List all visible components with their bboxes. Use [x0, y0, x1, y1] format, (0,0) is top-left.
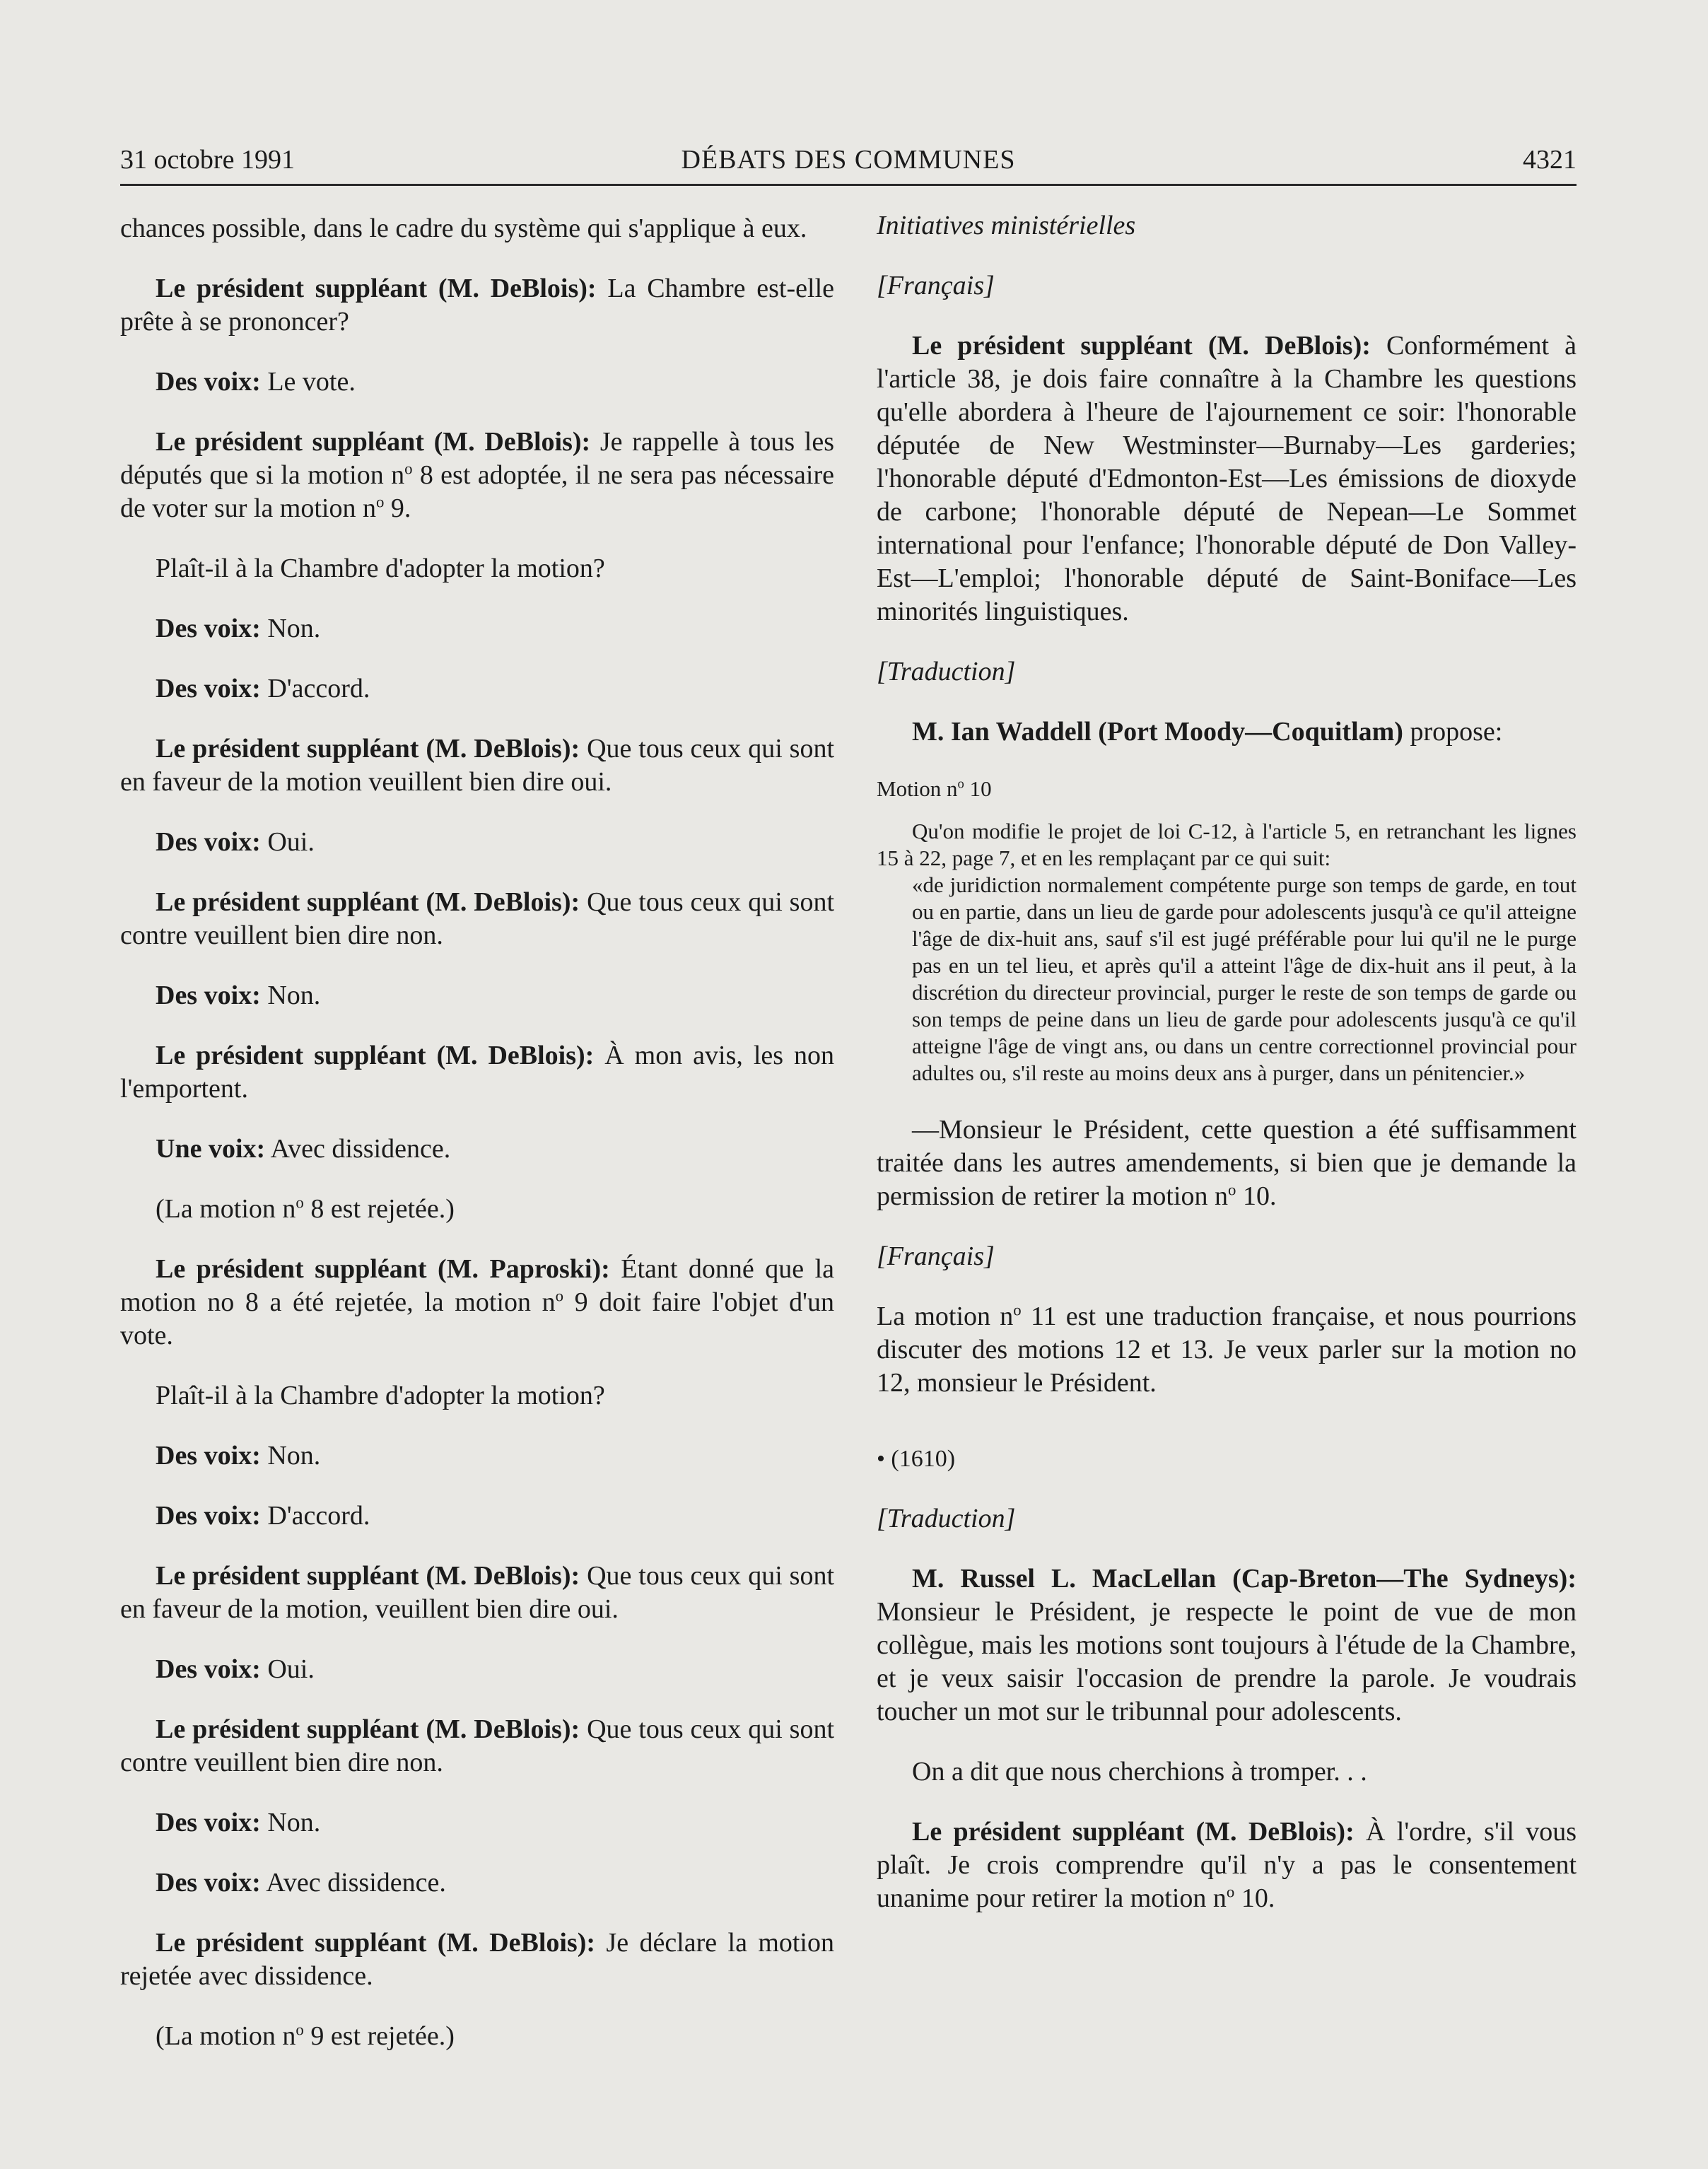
paragraph: On a dit que nous cherchions à tromper. . .	[912, 1757, 1367, 1787]
page-header	[120, 141, 1577, 186]
speaker: Le président suppléant (M. DeBlois):	[156, 1928, 596, 1958]
speaker: Le président suppléant (M. DeBlois):	[156, 887, 580, 917]
speaker: Des voix:	[156, 614, 261, 643]
speaker: Le président suppléant (M. DeBlois):	[156, 1041, 595, 1070]
paragraph: Le président suppléant (M. DeBlois): Que tous ceux qui sont en faveur de la motion veuillent bien dire oui.	[120, 734, 835, 797]
language-tag: [Traduction]	[877, 657, 1016, 686]
paragraph: Des voix: Non.	[156, 1808, 321, 1837]
paragraph: Des voix: Non.	[156, 1441, 321, 1471]
paragraph: M. Ian Waddell (Port Moody—Coquitlam) propose:	[912, 717, 1503, 747]
paragraph: Plaît-il à la Chambre d'adopter la motion?	[156, 1381, 605, 1410]
speaker: Des voix:	[156, 1868, 261, 1898]
paragraph: Des voix: Oui.	[156, 827, 315, 857]
paragraph: Le président suppléant (M. DeBlois): Conformément à l'article 38, je dois faire connaître à la Chambre les questions qu'elle abordera à l'heure de l'ajournement ce soir: l'honorable députée de New Westminster—Burnaby—Les garderies; l'honorable député d'Edmonton-Est—Les émissions de dioxyde de carbone; l'honorable député de Nepean—Le Sommet international pour l'enfance; l'honorable député de Don Valley-Est—L'emploi; l'honorable député de Saint-Boniface—Les minorités linguistiques.	[877, 331, 1577, 626]
speaker: Le président suppléant (M. DeBlois):	[156, 1714, 580, 1744]
speaker: Des voix:	[156, 981, 261, 1010]
speaker: M. Ian Waddell (Port Moody—Coquitlam)	[912, 717, 1403, 747]
paragraph: Le président suppléant (M. Paproski): Étant donné que la motion no 8 a été rejetée, la motion $n^o$ 9 doit faire l'objet d'un vote.	[120, 1254, 834, 1350]
motion-quote: «de juridiction normalement compétente purge son temps de garde, en tout ou en partie, dans un lieu de garde pour adolescents jusqu'à ce qu'il atteigne l'âge de dix-huit ans, sauf s'il est jugé préférable pour lui qu'il ne le purge pas en un tel lieu, et après qu'il a atteint l'âge de dix-huit ans il peut, à la discrétion du directeur provincial, purger le reste de son temps de garde ou son temps de peine dans un lieu de garde pour adolescents jusqu'à ce qu'il atteigne l'âge de vingt ans, ou dans un centre correctionnel provincial pour adultes ou, s'il reste au moins deux ans à purger, dans un pénitencier.»	[912, 872, 1577, 1085]
header-date: 31 octobre 1991	[120, 145, 295, 175]
speaker: Le président suppléant (M. DeBlois):	[912, 1817, 1355, 1847]
speaker: Des voix:	[156, 1808, 261, 1837]
paragraph: Des voix: Avec dissidence.	[156, 1868, 446, 1898]
paragraph: Le président suppléant (M. DeBlois): À l'ordre, s'il vous plaît. Je crois comprendre qu'il n'y a pas le consentement unanime pour retirer la motion $n^o$ 10.	[877, 1817, 1577, 1913]
header-publication: DÉBATS DES COMMUNES	[681, 145, 1016, 175]
paragraph: chances possible, dans le cadre du système qui s'applique à eux.	[120, 214, 807, 243]
speaker: Des voix:	[156, 1501, 261, 1531]
paragraph: (La motion $n^o$ 9 est rejetée.)	[156, 2021, 455, 2051]
speaker: Le président suppléant (M. DeBlois):	[156, 427, 591, 457]
language-tag: [Français]	[877, 271, 995, 300]
paragraph: M. Russel L. MacLellan (Cap-Breton—The Sydneys): Monsieur le Président, je respecte le point de vue de mon collègue, mais les motions sont toujours à l'étude de la Chambre, et je veux saisir l'occasion de prendre la parole. Je voudrais toucher un mot sur le tribunnal pour adolescents.	[877, 1564, 1577, 1726]
paragraph: Le président suppléant (M. DeBlois): À mon avis, les non l'emportent.	[120, 1041, 834, 1104]
paragraph: Des voix: D'accord.	[156, 1501, 370, 1531]
paragraph: (La motion $n^o$ 8 est rejetée.)	[156, 1193, 455, 1224]
paragraph: —Monsieur le Président, cette question a été suffisamment traitée dans les autres amendements, si bien que je demande la permission de retirer la motion $n^o$ 10.	[877, 1115, 1577, 1211]
motion-title: Motion $n^o$ 10	[877, 776, 992, 801]
header-page-number: 4321	[1523, 145, 1577, 175]
paragraph: Des voix: Oui.	[156, 1654, 315, 1684]
speaker: Des voix:	[156, 674, 261, 703]
paragraph: Le président suppléant (M. DeBlois): Que tous ceux qui sont contre veuillent bien dire non.	[120, 887, 835, 950]
paragraph: Le président suppléant (M. DeBlois): Que tous ceux qui sont en faveur de la motion, veuillent bien dire oui.	[120, 1561, 835, 1624]
paragraph: Des voix: Non.	[156, 614, 321, 643]
speaker: Le président suppléant (M. DeBlois):	[912, 331, 1371, 361]
time-stamp: • (1610)	[877, 1446, 956, 1472]
right-column	[877, 212, 1577, 1942]
motion-body: Qu'on modifie le projet de loi C-12, à l'article 5, en retranchant les lignes 15 à 22, page 7, et en les remplaçant par ce qui suit:	[877, 819, 1577, 870]
left-column	[120, 212, 834, 2080]
paragraph: La motion $n^o$ 11 est une traduction française, et nous pourrions discuter des motions 12 et 13. Je veux parler sur la motion no 12, monsieur le Président.	[877, 1301, 1577, 1398]
speaker: Une voix:	[156, 1134, 266, 1164]
paragraph: Le président suppléant (M. DeBlois): Que tous ceux qui sont contre veuillent bien dire non.	[120, 1714, 835, 1777]
paragraph: Le président suppléant (M. DeBlois): La Chambre est-elle prête à se prononcer?	[120, 274, 834, 337]
paragraph: Une voix: Avec dissidence.	[156, 1134, 451, 1164]
speaker: Des voix:	[156, 1654, 261, 1684]
language-tag: [Français]	[877, 1241, 995, 1271]
paragraph: Des voix: Non.	[156, 981, 321, 1010]
speaker: M. Russel L. MacLellan (Cap-Breton—The Sydneys):	[912, 1564, 1577, 1594]
speaker: Le président suppléant (M. DeBlois):	[156, 1561, 580, 1591]
paragraph: Plaît-il à la Chambre d'adopter la motion?	[156, 554, 605, 583]
speaker: Des voix:	[156, 827, 261, 857]
paragraph: Le président suppléant (M. DeBlois): Je déclare la motion rejetée avec dissidence.	[120, 1928, 834, 1991]
speaker: Le président suppléant (M. DeBlois):	[156, 274, 597, 303]
section-label: Initiatives ministérielles	[877, 211, 1136, 240]
speaker: Des voix:	[156, 367, 261, 397]
language-tag: [Traduction]	[877, 1504, 1016, 1533]
paragraph: Des voix: Le vote.	[156, 367, 356, 397]
paragraph: Des voix: D'accord.	[156, 674, 370, 703]
speaker: Le président suppléant (M. DeBlois):	[156, 734, 580, 764]
speaker: Le président suppléant (M. Paproski):	[156, 1254, 610, 1284]
speaker: Des voix:	[156, 1441, 261, 1471]
paragraph: Le président suppléant (M. DeBlois): Je rappelle à tous les députés que si la motion $n^o$ 8 est adoptée, il ne sera pas nécessaire de voter sur la motion $n^o$ 9.	[120, 427, 834, 523]
